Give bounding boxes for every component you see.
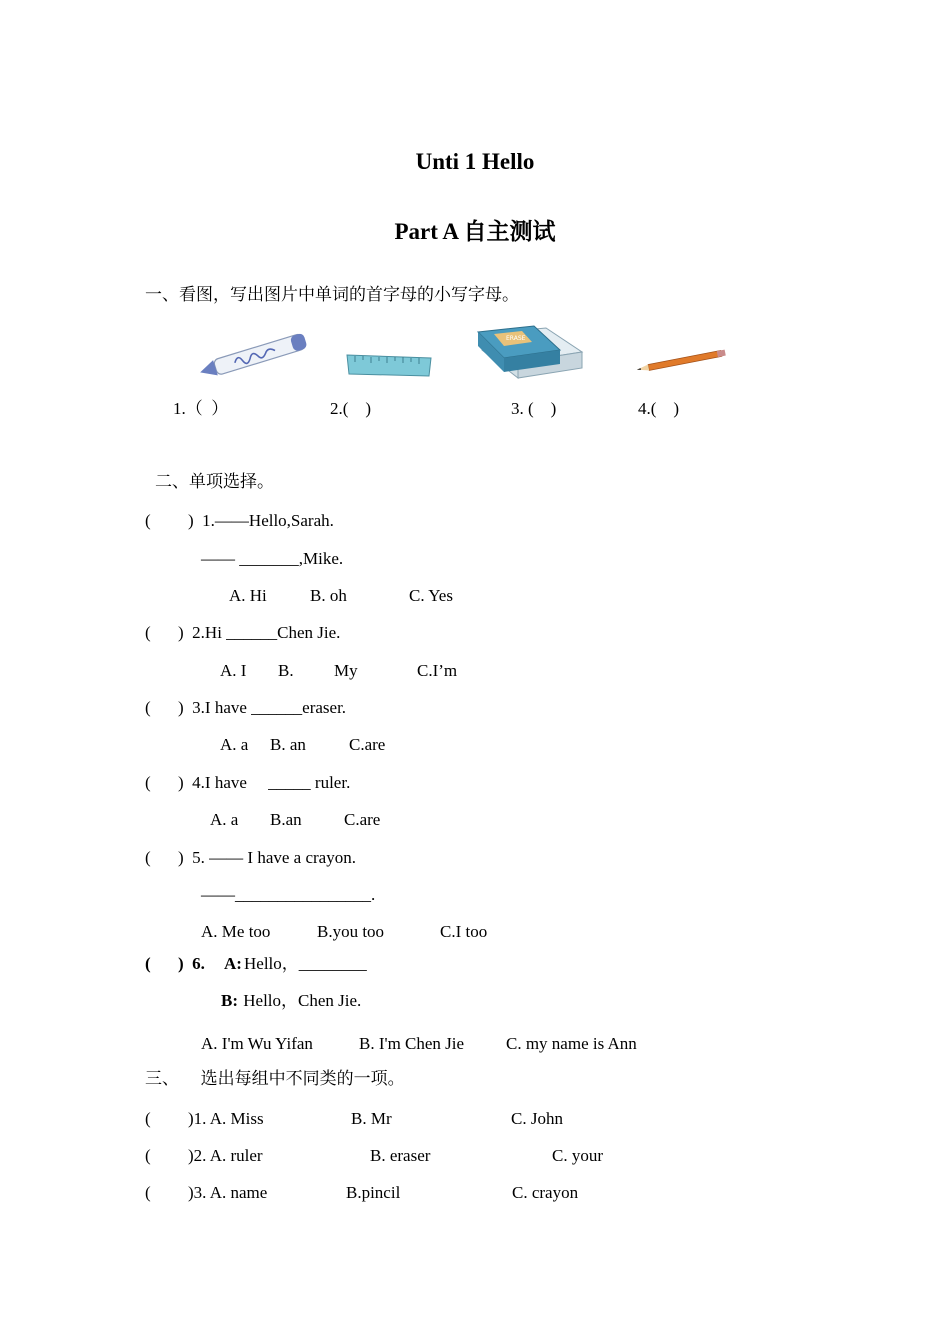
q3-option-a: A. a (220, 735, 249, 754)
page-title: Unti 1 Hello (415, 149, 535, 174)
q1-option-b: B. oh (310, 586, 347, 605)
q6-number: ) 6. (178, 954, 205, 973)
s3-item2-option-b: B. eraser (370, 1146, 431, 1165)
q3-option-b: B. an (270, 735, 306, 754)
picture-2-label: 2.( ) (330, 399, 372, 418)
q2-option-b: B. (278, 661, 294, 680)
q3-paren: ( (145, 698, 151, 717)
q6-speaker-a: A: (224, 954, 242, 973)
q6-speaker-b: B: (221, 991, 238, 1010)
page-subtitle: Part A 自主测试 (394, 219, 556, 244)
q4-stem: ) 4.I have _____ ruler. (178, 773, 351, 792)
section1-heading: 一、看图，写出图片中单词的首字母的小写字母。 (145, 285, 519, 305)
q5-paren: ( (145, 848, 151, 867)
s3-item3-paren: ( (145, 1183, 151, 1202)
section3-heading: 三、 选出每组中不同类的一项。 (145, 1069, 405, 1089)
s3-item1-option-b: B. Mr (351, 1109, 392, 1128)
pencil-icon (634, 347, 730, 375)
q2-stem: ) 2.Hi ______Chen Jie. (178, 623, 341, 642)
q3-option-c: C.are (349, 735, 386, 754)
q4-option-c: C.are (344, 810, 381, 829)
q1-option-a: A. Hi (229, 586, 267, 605)
s3-item2-option-a: )2. A. ruler (188, 1146, 263, 1165)
q5-option-a: A. Me too (201, 922, 271, 941)
s3-item2-option-c: C. your (552, 1146, 603, 1165)
q5-stem: ) 5. —— I have a crayon. (178, 848, 356, 867)
q6-option-c: C. my name is Ann (506, 1034, 637, 1053)
s3-item2-paren: ( (145, 1146, 151, 1165)
section2-heading: 二、单项选择。 (155, 472, 274, 492)
s3-item1-option-c: C. John (511, 1109, 563, 1128)
q1-line2: —— _______,Mike. (201, 549, 344, 568)
q4-option-b: B.an (270, 810, 302, 829)
q6-paren: ( (145, 954, 151, 973)
s3-item3-option-b: B.pincil (346, 1183, 401, 1202)
q2-paren: ( (145, 623, 151, 642)
eraser-icon (474, 322, 586, 382)
q1-paren: ( (145, 511, 151, 530)
q2-option-a: A. I (220, 661, 247, 680)
s3-item3-option-a: )3. A. name (188, 1183, 268, 1202)
crayon-icon (192, 332, 316, 382)
q1-option-c: C. Yes (409, 586, 453, 605)
q2-option-c: C.I’m (417, 661, 458, 680)
s3-item1-paren: ( (145, 1109, 151, 1128)
q5-line2: ——________________. (201, 885, 376, 904)
q1-stem: ) 1.——Hello,Sarah. (188, 511, 334, 530)
q5-option-b: B.you too (317, 922, 385, 941)
picture-1-label: 1.（ ） (173, 399, 229, 418)
q6-line-b: Hello，Chen Jie. (239, 991, 362, 1010)
q6-line-a: Hello，________ (244, 954, 367, 973)
q3-stem: ) 3.I have ______eraser. (178, 698, 347, 717)
s3-item3-option-c: C. crayon (512, 1183, 579, 1202)
q2-option-b-word: My (334, 661, 358, 680)
q6-option-b: B. I'm Chen Jie (359, 1034, 465, 1053)
q6-option-a: A. I'm Wu Yifan (201, 1034, 313, 1053)
picture-4-label: 4.( ) (638, 399, 680, 418)
q4-option-a: A. a (210, 810, 239, 829)
q4-paren: ( (145, 773, 151, 792)
svg-text:ERASE: ERASE (506, 335, 526, 342)
ruler-icon (345, 352, 433, 378)
s3-item1-option-a: )1. A. Miss (188, 1109, 264, 1128)
picture-3-label: 3. ( ) (511, 399, 557, 418)
q5-option-c: C.I too (440, 922, 488, 941)
